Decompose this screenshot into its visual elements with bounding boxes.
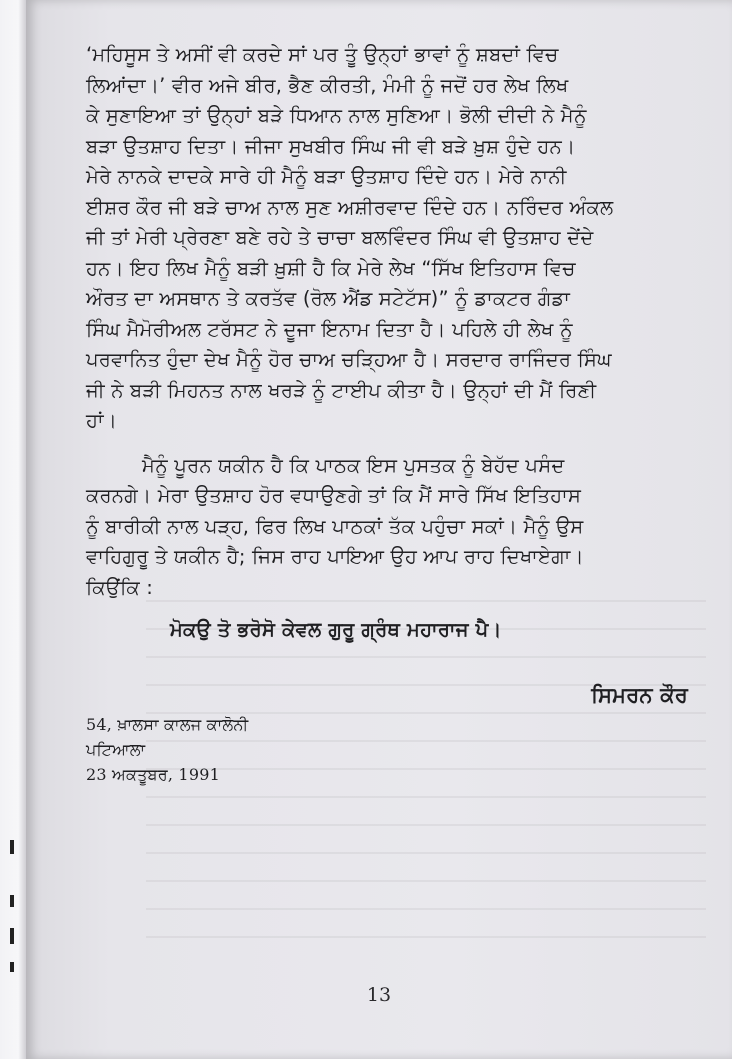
gurbani-quote: ਮੋਕਉ ਤੋ ਭਰੋਸੋ ਕੇਵਲ ਗੁਰੂ ਗ੍ਰੰਥ ਮਹਾਰਾਜ ਪੈ।: [170, 618, 502, 641]
text-line: ਜੀ ਤਾਂ ਮੇਰੀ ਪ੍ਰੇਰਣਾ ਬਣੇ ਰਹੇ ਤੇ ਚਾਚਾ ਬਲਵਿੰਦਰ ਸਿੰਘ ਵੀ ਉਤਸ਼ਾਹ ਦੇਂਦੇ: [86, 226, 594, 249]
text-line: ਨੂੰ ਬਾਰੀਕੀ ਨਾਲ ਪੜ੍ਹ, ਫਿਰ ਲਿਖ ਪਾਠਕਾਂ ਤੱਕ ਪਹੁੰਚਾ ਸਕਾਂ। ਮੈਨੂੰ ਉਸ: [86, 514, 584, 538]
text-line: ‘ਮਹਿਸੂਸ ਤੇ ਅਸੀਂ ਵੀ ਕਰਦੇ ਸਾਂ ਪਰ ਤੂੰ ਉਨ੍ਹਾਂ ਭਾਵਾਂ ਨੂੰ ਸ਼ਬਦਾਂ ਵਿਚ: [86, 43, 559, 66]
text-line: ਕਰਨਗੇ। ਮੇਰਾ ਉਤਸ਼ਾਹ ਹੋਰ ਵਧਾਉਣਗੇ ਤਾਂ ਕਿ ਮੈਂ ਸਾਰੇ ਸਿੱਖ ਇਤਿਹਾਸ: [86, 484, 582, 507]
text-line: ਕਿਉਂਕਿ :: [86, 575, 154, 599]
text-line: ਕੇ ਸੁਣਾਇਆ ਤਾਂ ਉਨ੍ਹਾਂ ਬੜੇ ਧਿਆਨ ਨਾਲ ਸੁਣਿਆ। ਭੋਲੀ ਦੀਦੀ ਨੇ ਮੈਨੂੰ: [86, 104, 587, 127]
spine-mark: [10, 928, 14, 944]
signature-row: [86, 680, 716, 712]
text-line: ਮੇਰੇ ਨਾਨਕੇ ਦਾਦਕੇ ਸਾਰੇ ਹੀ ਮੈਨੂੰ ਬੜਾ ਉਤਸ਼ਾਹ ਦਿੰਦੇ ਹਨ। ਮੇਰੇ ਨਾਨੀ: [86, 165, 567, 188]
text-line: ਜੀ ਨੇ ਬੜੀ ਮਿਹਨਤ ਨਾਲ ਖਰੜੇ ਨੂੰ ਟਾਈਪ ਕੀਤਾ ਹੈ। ਉਨ੍ਹਾਂ ਦੀ ਮੈਂ ਰਿਣੀ: [86, 378, 597, 402]
text-line: ਪਰਵਾਨਿਤ ਹੁੰਦਾ ਦੇਖ ਮੈਨੂੰ ਹੋਰ ਚਾਅ ਚੜ੍ਹਿਆ ਹੈ। ਸਰਦਾਰ ਰਾਜਿੰਦਰ ਸਿੰਘ: [86, 348, 612, 371]
text-line: ਲਿਆਂਦਾ।’ ਵੀਰ ਅਜੇ ਬੀਰ, ਭੈਣ ਕੀਰਤੀ, ਮੰਮੀ ਨੂੰ ਜਦੋਂ ਹਰ ਲੇਖ ਲਿਖ: [86, 73, 569, 97]
spine-mark: [10, 962, 14, 972]
page-number: 13: [366, 984, 392, 1006]
text-line: ਹਨ। ਇਹ ਲਿਖ ਮੈਨੂੰ ਬੜੀ ਖ਼ੁਸ਼ੀ ਹੈ ਕਿ ਮੇਰੇ ਲੇਖ “ਸਿੱਖ ਇਤਿਹਾਸ ਵਿਚ: [86, 256, 576, 280]
text-line: ਸਿੰਘ ਮੈਮੋਰੀਅਲ ਟਰੱਸਟ ਨੇ ਦੂਜਾ ਇਨਾਮ ਦਿਤਾ ਹੈ। ਪਹਿਲੇ ਹੀ ਲੇਖ ਨੂੰ: [86, 317, 573, 341]
paragraph-1: [86, 40, 716, 437]
text-line: ਮੈਨੂੰ ਪੂਰਨ ਯਕੀਨ ਹੈ ਕਿ ਪਾਠਕ ਇਸ ਪੁਸਤਕ ਨੂੰ ਬੇਹੱਦ ਪਸੰਦ: [142, 453, 565, 477]
paragraph-2: [86, 451, 716, 604]
author-address: [86, 712, 716, 787]
book-page: [26, 0, 732, 1059]
text-line: ਔਰਤ ਦਾ ਅਸਥਾਨ ਤੇ ਕਰਤੱਵ (ਰੋਲ ਐਂਡ ਸਟੇਟੱਸ)” ਨੂੰ ਡਾਕਟਰ ਗੰਡਾ: [86, 287, 571, 310]
author-signature: ਸਿਮਰਨ ਕੌਰ: [591, 682, 688, 707]
address-date: 23 ਅਕਤੂਬਰ, 1991: [86, 764, 220, 784]
spine-mark: [10, 895, 14, 907]
book-spine: [0, 0, 26, 1059]
address-city: ਪਟਿਆਲਾ: [86, 739, 146, 759]
text-line: ਹਾਂ।: [86, 409, 118, 432]
page-content: [86, 40, 716, 787]
text-line: ਵਾਹਿਗੁਰੂ ਤੇ ਯਕੀਨ ਹੈ; ਜਿਸ ਰਾਹ ਪਾਇਆ ਉਹ ਆਪ ਰਾਹ ਦਿਖਾਏਗਾ।: [86, 545, 584, 568]
spine-mark: [10, 840, 14, 854]
address-line: 54, ਖ਼ਾਲਸਾ ਕਾਲਜ ਕਾਲੋਨੀ: [86, 714, 249, 734]
text-line: ਬੜਾ ਉਤਸ਼ਾਹ ਦਿਤਾ। ਜੀਜਾ ਸੁਖਬੀਰ ਸਿੰਘ ਜੀ ਵੀ ਬੜੇ ਖ਼ੁਸ਼ ਹੁੰਦੇ ਹਨ।: [86, 134, 576, 158]
text-line: ਈਸ਼ਰ ਕੌਰ ਜੀ ਬੜੇ ਚਾਅ ਨਾਲ ਸੁਣ ਅਸ਼ੀਰਵਾਦ ਦਿੰਦੇ ਹਨ। ਨਰਿੰਦਰ ਅੰਕਲ: [86, 195, 614, 219]
